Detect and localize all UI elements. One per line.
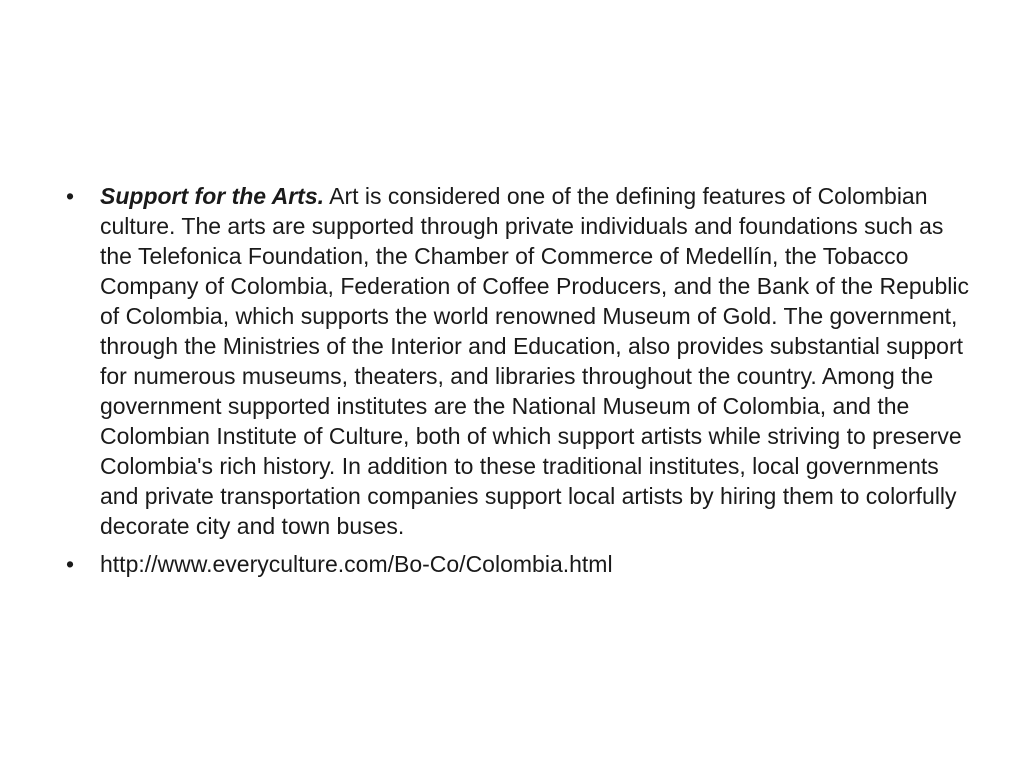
bullet-item-support-for-arts [58,181,978,541]
bullet-list [58,181,978,579]
bullet-icon: • [65,551,75,577]
source-url-text[interactable]: http://www.everyculture.com/Bo-Co/Colombia.html [100,551,613,577]
bullet-heading: Support for the Arts. [100,183,325,209]
slide-content [58,181,978,587]
bullet-icon: • [65,183,75,209]
bullet-body-text: Art is considered one of the defining features of Colombian culture. The arts are supported through private individuals and foundations such as the Telefonica Foundation, the Chamber of Commerce of Medellín, the Tobacco Company of Colombia, Federation of Coffee Producers, and the Bank of the Republic of Colombia, which supports the world renowned Museum of Gold. The government, through the Ministries of the Interior and Education, also provides substantial support for numerous museums, theaters, and libraries throughout the country. Among the government supported institutes are the National Museum of Colombia, and the Colombian Institute of Culture, both of which support artists while striving to preserve Colombia's rich history. In addition to these traditional institutes, local governments and private transportation companies support local artists by hiring them to colorfully decorate city and town buses. [100,183,969,539]
bullet-item-source-url [58,549,978,579]
